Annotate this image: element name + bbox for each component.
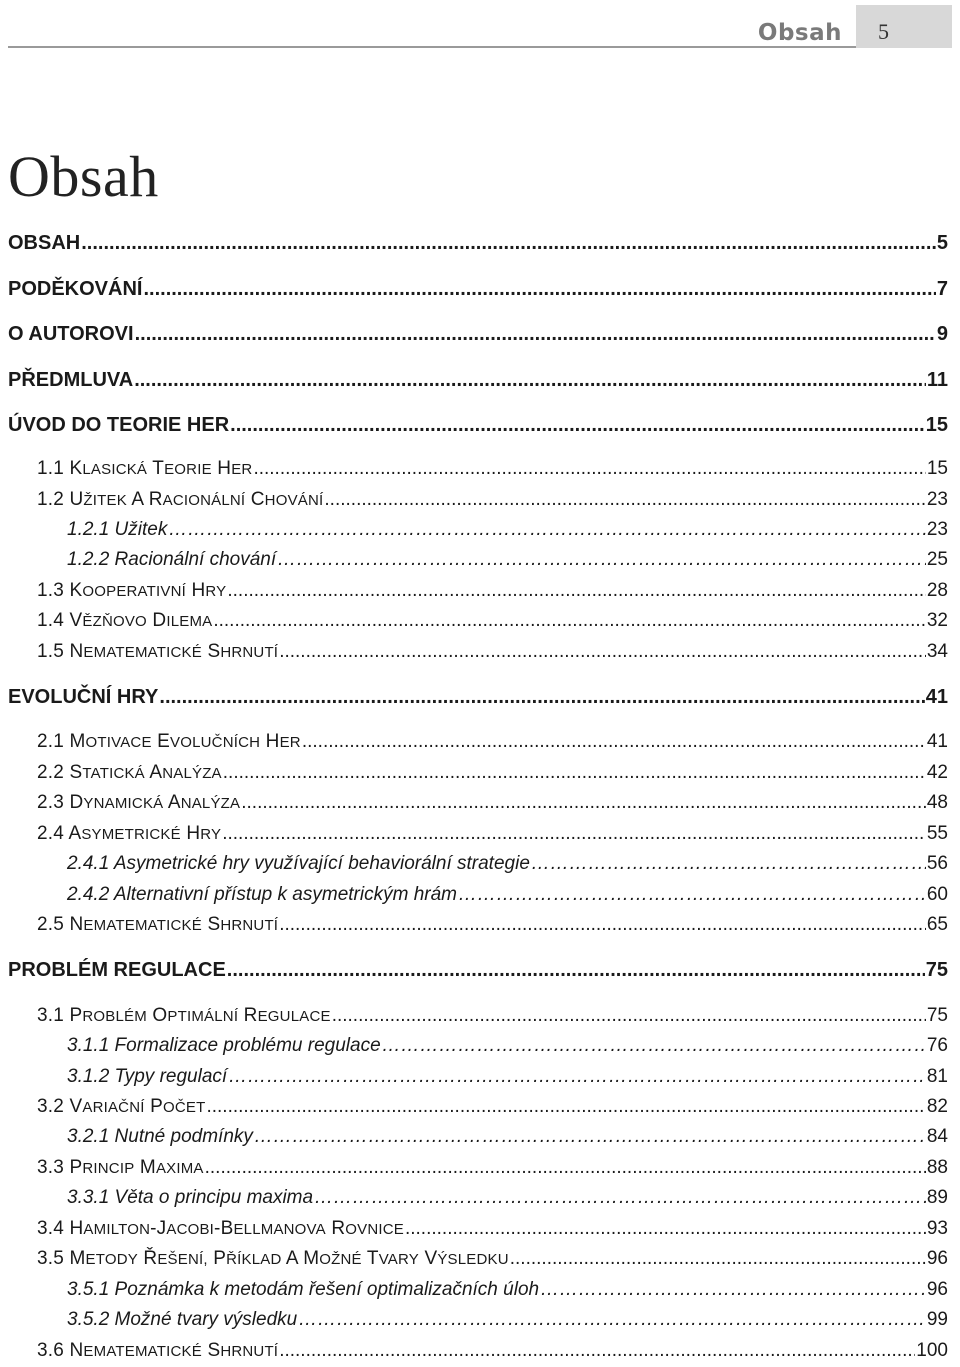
toc-entry[interactable] — [67, 1279, 948, 1301]
toc-entry-page: 84 — [926, 1126, 948, 1147]
toc-entry-label: 2.3 DYNAMICKÁ ANALÝZA — [37, 792, 241, 813]
toc-leader-dots — [213, 610, 926, 632]
toc-entry-label: 3.5 METODY ŘEŠENÍ, PŘÍKLAD A MOŽNÉ TVARY VÝSLEDKU — [37, 1248, 509, 1269]
toc-entry[interactable] — [37, 731, 948, 753]
toc-entry[interactable] — [8, 414, 948, 437]
toc-entry-label: 1.4 VĚZŇOVO DILEMA — [37, 610, 213, 631]
toc-entry[interactable] — [37, 1340, 948, 1362]
toc-entry[interactable] — [37, 914, 948, 936]
toc-entry-page: 9 — [936, 323, 948, 345]
toc-entry[interactable] — [8, 369, 948, 392]
toc-entry-page: 99 — [926, 1309, 948, 1330]
toc-entry-label: 1.2.1 Užitek — [67, 519, 168, 540]
toc-entry[interactable] — [37, 1248, 948, 1270]
toc-entry-label: 3.3 PRINCIP MAXIMA — [37, 1157, 204, 1178]
toc-entry-label: 2.4.2 Alternativní přístup k asymetrickým hrám — [67, 884, 457, 905]
toc-entry-label: EVOLUČNÍ HRY — [8, 686, 159, 708]
toc-entry-page: 75 — [925, 959, 948, 981]
toc-leader-dots — [206, 1096, 925, 1118]
toc-entry-page: 82 — [926, 1096, 948, 1117]
toc-leader-dots — [382, 1035, 926, 1057]
toc-entry-page: 76 — [926, 1035, 948, 1056]
toc-leader-dots — [222, 823, 926, 845]
running-title: Obsah — [757, 20, 842, 46]
toc-leader-dots — [168, 519, 926, 541]
toc-entry[interactable] — [67, 1309, 948, 1331]
toc-entry[interactable] — [8, 232, 948, 255]
toc-entry-label: 3.4 HAMILTON-JACOBI-BELLMANOVA ROVNICE — [37, 1218, 404, 1239]
toc-entry[interactable] — [37, 1218, 948, 1240]
toc-entry-label: 2.4 ASYMETRICKÉ HRY — [37, 823, 222, 844]
toc-entry-page: 23 — [926, 489, 948, 510]
toc-leader-dots — [458, 884, 926, 906]
toc-entry[interactable] — [67, 853, 948, 875]
toc-entry-label: PODĚKOVÁNÍ — [8, 278, 143, 300]
toc-leader-dots — [405, 1218, 926, 1240]
toc-entry-label: ÚVOD DO TEORIE HER — [8, 414, 230, 436]
toc-entry-label: OBSAH — [8, 232, 81, 254]
toc-entry[interactable] — [8, 278, 948, 301]
toc-leader-dots — [223, 762, 926, 784]
toc-entry-page: 15 — [925, 414, 948, 436]
toc-leader-dots — [159, 686, 924, 709]
toc-leader-dots — [241, 792, 926, 814]
toc-entry[interactable] — [67, 549, 948, 571]
toc-leader-dots — [227, 580, 926, 602]
toc-entry[interactable] — [37, 1005, 948, 1027]
toc-entry-page: 11 — [926, 369, 948, 391]
toc-entry-label: 1.5 NEMATEMATICKÉ SHRNUTÍ — [37, 641, 279, 662]
toc-entry[interactable] — [8, 323, 948, 346]
toc-entry[interactable] — [67, 1187, 948, 1209]
toc-entry[interactable] — [37, 823, 948, 845]
toc-entry-label: 1.3 KOOPERATIVNÍ HRY — [37, 580, 227, 601]
toc-entry-label: 2.4.1 Asymetrické hry využívající behaviorální strategie — [67, 853, 530, 874]
toc-entry-page: 55 — [926, 823, 948, 844]
toc-entry[interactable] — [67, 519, 948, 541]
toc-leader-dots — [298, 1309, 926, 1331]
toc-entry-label: 3.5.1 Poznámka k metodám řešení optimalizačních úloh — [67, 1279, 540, 1300]
toc-entry-label: 3.5.2 Možné tvary výsledku — [67, 1309, 298, 1330]
toc-leader-dots — [314, 1187, 926, 1209]
toc-leader-dots — [228, 1066, 926, 1088]
toc-entry-page: 23 — [926, 519, 948, 540]
toc-entry-label: PROBLÉM REGULACE — [8, 959, 226, 981]
toc-entry-label: 3.1 PROBLÉM OPTIMÁLNÍ REGULACE — [37, 1005, 331, 1026]
toc-leader-dots — [134, 369, 926, 392]
toc-entry-page: 25 — [926, 549, 948, 570]
toc-entry-page: 7 — [936, 278, 948, 300]
toc-entry-page: 89 — [926, 1187, 948, 1208]
toc-leader-dots — [279, 641, 926, 663]
toc-leader-dots — [279, 1340, 915, 1362]
toc-entry-page: 96 — [926, 1279, 948, 1300]
toc-entry-label: 2.5 NEMATEMATICKÉ SHRNUTÍ — [37, 914, 279, 935]
toc-leader-dots — [254, 1126, 926, 1148]
toc-entry-label: 1.2.2 Racionální chování — [67, 549, 277, 570]
toc-entry-label: O AUTOROVI — [8, 323, 134, 345]
toc-leader-dots — [135, 323, 936, 346]
toc-leader-dots — [324, 489, 925, 511]
toc-leader-dots — [253, 458, 925, 480]
toc-entry-page: 28 — [926, 580, 948, 601]
toc-entry-page: 60 — [926, 884, 948, 905]
page-number: 5 — [878, 19, 889, 44]
toc-entry[interactable] — [37, 580, 948, 602]
toc-entry[interactable] — [67, 1066, 948, 1088]
toc-entry-label: 3.2 VARIAČNÍ POČET — [37, 1096, 206, 1117]
toc-entry-label: 3.3.1 Věta o principu maxima — [67, 1187, 314, 1208]
toc-entry-label: 2.2 STATICKÁ ANALÝZA — [37, 762, 222, 783]
toc-entry[interactable] — [8, 686, 948, 709]
toc-entry-label: 1.2 UŽITEK A RACIONÁLNÍ CHOVÁNÍ — [37, 489, 324, 510]
toc-entry-page: 32 — [926, 610, 948, 631]
toc-entry-page: 5 — [936, 232, 948, 254]
toc-leader-dots — [302, 731, 926, 753]
toc-entry[interactable] — [67, 884, 948, 906]
toc-entry-page: 96 — [926, 1248, 948, 1269]
toc-entry[interactable] — [37, 1096, 948, 1118]
toc-entry[interactable] — [37, 610, 948, 632]
toc-entry-page: 42 — [926, 762, 948, 783]
toc-entry[interactable] — [37, 762, 948, 784]
toc-leader-dots — [143, 278, 935, 301]
toc-entry-page: 41 — [926, 731, 948, 752]
toc-entry-label: PŘEDMLUVA — [8, 369, 134, 391]
toc-entry-page: 93 — [926, 1218, 948, 1239]
toc-entry[interactable] — [37, 489, 948, 511]
toc-leader-dots — [81, 232, 936, 255]
toc-leader-dots — [230, 414, 925, 437]
toc-leader-dots — [510, 1248, 926, 1270]
toc-entry-label: 2.1 MOTIVACE EVOLUČNÍCH HER — [37, 731, 301, 752]
toc-entry-page: 41 — [925, 686, 948, 708]
toc-leader-dots — [279, 914, 926, 936]
toc-entry[interactable] — [67, 1126, 948, 1148]
toc-leader-dots — [540, 1279, 926, 1301]
toc-entry[interactable] — [67, 1035, 948, 1057]
toc-entry[interactable] — [37, 792, 948, 814]
toc-entry[interactable] — [37, 1157, 948, 1179]
toc-entry-page: 34 — [926, 641, 948, 662]
toc-entry-label: 3.1.2 Typy regulací — [67, 1066, 228, 1087]
toc-entry-page: 81 — [926, 1066, 948, 1087]
toc-leader-dots — [332, 1005, 926, 1027]
toc-entry-page: 15 — [926, 458, 948, 479]
toc-leader-dots — [205, 1157, 926, 1179]
toc-entry-label: 3.2.1 Nutné podmínky — [67, 1126, 253, 1147]
toc-entry-label: 3.1.1 Formalizace problému regulace — [67, 1035, 381, 1056]
toc-entry[interactable] — [37, 458, 948, 480]
toc-leader-dots — [227, 959, 925, 982]
toc-entry-label: 3.6 NEMATEMATICKÉ SHRNUTÍ — [37, 1340, 279, 1361]
toc-entry[interactable] — [8, 959, 948, 982]
toc-entry-page: 48 — [926, 792, 948, 813]
chapter-heading: Obsah — [8, 143, 159, 209]
toc-entry-page: 56 — [926, 853, 948, 874]
toc-entry[interactable] — [37, 641, 948, 663]
toc-entry-page: 88 — [926, 1157, 948, 1178]
toc-entry-label: 1.1 KLASICKÁ TEORIE HER — [37, 458, 253, 479]
toc-leader-dots — [277, 549, 926, 571]
toc-entry-page: 100 — [916, 1340, 948, 1361]
toc-leader-dots — [531, 853, 926, 875]
toc-entry-page: 75 — [926, 1005, 948, 1026]
toc-entry-page: 65 — [926, 914, 948, 935]
